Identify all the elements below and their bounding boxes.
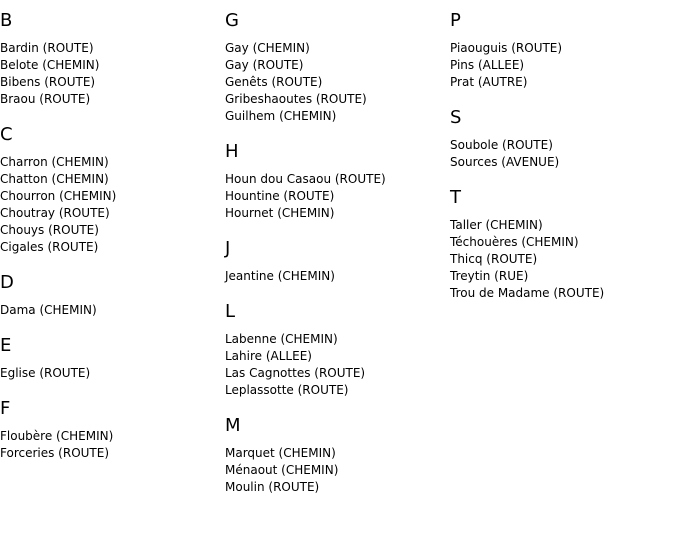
- street-link[interactable]: Hournet (CHEMIN): [225, 206, 335, 220]
- street-link[interactable]: Gay (CHEMIN): [225, 41, 310, 55]
- street-link[interactable]: Choutray (ROUTE): [0, 206, 110, 220]
- street-link[interactable]: Moulin (ROUTE): [225, 480, 320, 494]
- street-link[interactable]: Trou de Madame (ROUTE): [450, 286, 605, 300]
- letter-heading: H: [225, 141, 239, 162]
- street-link[interactable]: Soubole (ROUTE): [450, 138, 553, 152]
- street-list: [450, 137, 670, 171]
- letter-group: [450, 107, 670, 171]
- street-link[interactable]: Floubère (CHEMIN): [0, 429, 114, 443]
- letter-heading: C: [0, 124, 13, 145]
- letter-heading: G: [225, 10, 239, 31]
- street-list: [225, 268, 445, 285]
- letter-group: [225, 141, 445, 222]
- street-link[interactable]: Las Cagnottes (ROUTE): [225, 366, 366, 380]
- letter-heading: T: [450, 187, 461, 208]
- street-index-column-1: [0, 10, 220, 478]
- street-link[interactable]: Jeantine (CHEMIN): [225, 269, 335, 283]
- street-list: [225, 445, 445, 496]
- street-link[interactable]: Guilhem (CHEMIN): [225, 109, 337, 123]
- street-link[interactable]: Gribeshaoutes (ROUTE): [225, 92, 367, 106]
- letter-heading: E: [0, 335, 12, 356]
- street-link[interactable]: Marquet (CHEMIN): [225, 446, 336, 460]
- letter-heading: D: [0, 272, 14, 293]
- letter-group: [0, 272, 220, 319]
- letter-group: [0, 124, 220, 256]
- street-list: [0, 302, 220, 319]
- street-link[interactable]: Chouys (ROUTE): [0, 223, 99, 237]
- street-link[interactable]: Belote (CHEMIN): [0, 58, 100, 72]
- letter-heading: S: [450, 107, 462, 128]
- letter-group: [0, 10, 220, 108]
- street-link[interactable]: Sources (AVENUE): [450, 155, 560, 169]
- street-link[interactable]: Hountine (ROUTE): [225, 189, 335, 203]
- letter-heading: J: [225, 238, 231, 259]
- street-link[interactable]: Eglise (ROUTE): [0, 366, 91, 380]
- street-link[interactable]: Bibens (ROUTE): [0, 75, 96, 89]
- letter-group: [225, 238, 445, 285]
- street-link[interactable]: Thicq (ROUTE): [450, 252, 538, 266]
- street-link[interactable]: Forceries (ROUTE): [0, 446, 110, 460]
- street-list: [0, 40, 220, 108]
- street-list: [225, 40, 445, 125]
- street-link[interactable]: Lahire (ALLEE): [225, 349, 312, 363]
- letter-group: [450, 10, 670, 91]
- letter-group: [225, 301, 445, 399]
- street-index-column-3: [450, 10, 670, 318]
- letter-group: [0, 335, 220, 382]
- letter-group: [450, 187, 670, 302]
- letter-heading: P: [450, 10, 461, 31]
- street-link[interactable]: Téchouères (CHEMIN): [450, 235, 579, 249]
- street-list: [450, 217, 670, 302]
- street-list: [0, 365, 220, 382]
- letter-group: [225, 415, 445, 496]
- letter-heading: F: [0, 398, 11, 419]
- letter-group: [225, 10, 445, 125]
- street-link[interactable]: Taller (CHEMIN): [450, 218, 543, 232]
- street-link[interactable]: Houn dou Casaou (ROUTE): [225, 172, 386, 186]
- street-link[interactable]: Braou (ROUTE): [0, 92, 91, 106]
- street-link[interactable]: Bardin (ROUTE): [0, 41, 94, 55]
- street-list: [225, 331, 445, 399]
- street-link[interactable]: Leplassotte (ROUTE): [225, 383, 349, 397]
- street-link[interactable]: Chourron (CHEMIN): [0, 189, 117, 203]
- street-link[interactable]: Chatton (CHEMIN): [0, 172, 109, 186]
- street-link[interactable]: Gay (ROUTE): [225, 58, 304, 72]
- street-list: [0, 154, 220, 256]
- street-link[interactable]: Treytin (RUE): [450, 269, 529, 283]
- street-link[interactable]: Ménaout (CHEMIN): [225, 463, 339, 477]
- street-list: [0, 428, 220, 462]
- street-list: [450, 40, 670, 91]
- street-link[interactable]: Prat (AUTRE): [450, 75, 528, 89]
- letter-heading: B: [0, 10, 13, 31]
- street-link[interactable]: Genêts (ROUTE): [225, 75, 323, 89]
- street-link[interactable]: Labenne (CHEMIN): [225, 332, 338, 346]
- letter-group: [0, 398, 220, 462]
- street-index-column-2: [225, 10, 445, 512]
- street-list: [225, 171, 445, 222]
- street-link[interactable]: Pins (ALLEE): [450, 58, 525, 72]
- letter-heading: M: [225, 415, 241, 436]
- street-link[interactable]: Cigales (ROUTE): [0, 240, 99, 254]
- street-link[interactable]: Dama (CHEMIN): [0, 303, 97, 317]
- street-link[interactable]: Charron (CHEMIN): [0, 155, 109, 169]
- street-link[interactable]: Piaouguis (ROUTE): [450, 41, 563, 55]
- letter-heading: L: [225, 301, 236, 322]
